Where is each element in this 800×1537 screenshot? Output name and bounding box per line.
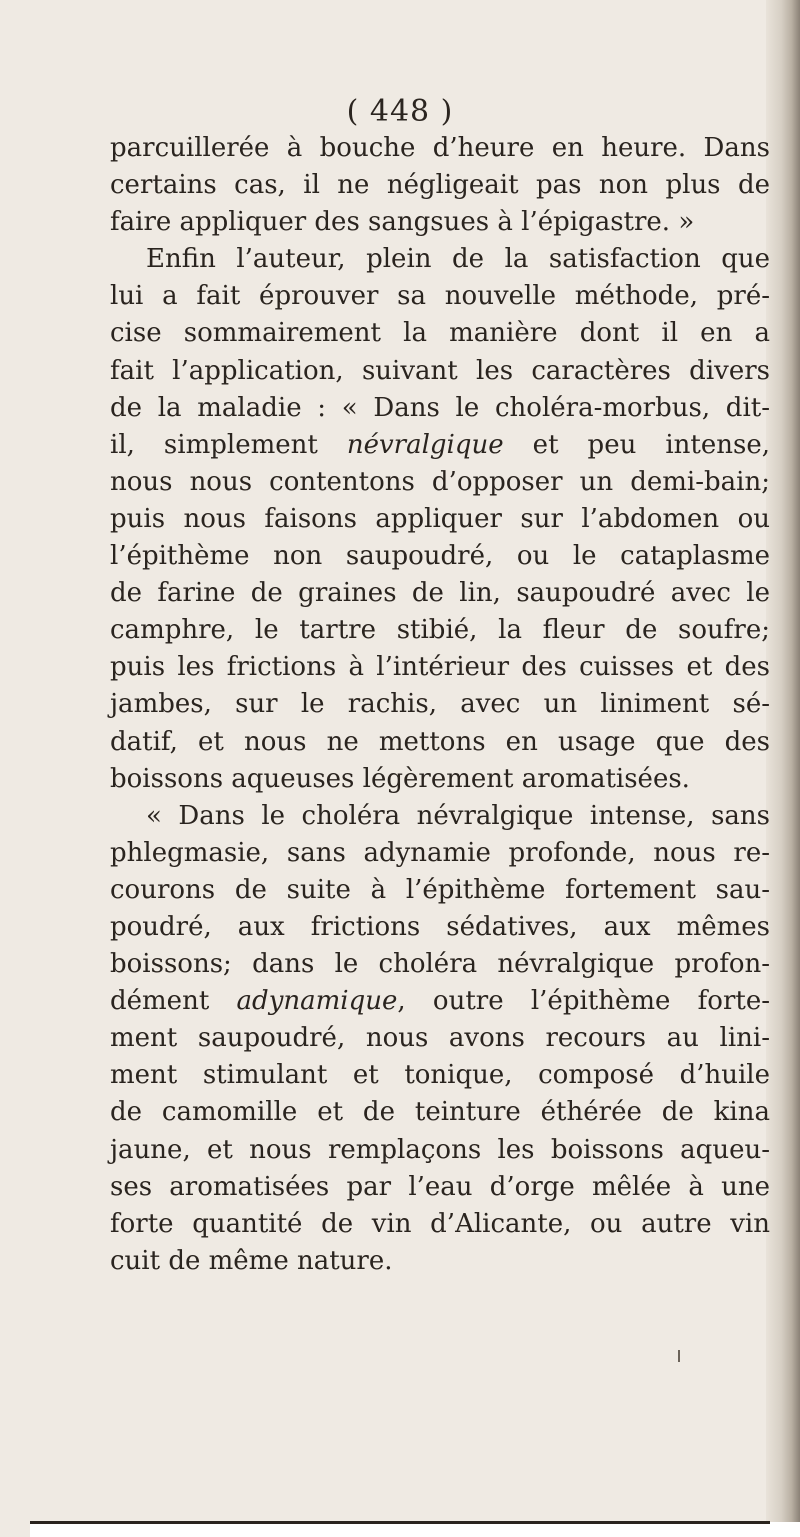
text-line: parcuillerée à bouche d’heure en heure. Dans (110, 133, 770, 163)
ink-mark (678, 1350, 680, 1362)
text-line: certains cas, il ne négligeait pas non plus de (110, 170, 770, 201)
text-line: puis les frictions à l’intérieur des cuisses et des (110, 652, 770, 683)
text-line: cuit de même nature. (110, 1245, 393, 1276)
text-segment: , outre l’épithème forte- (397, 986, 771, 1017)
text-line: jambes, sur le rachis, avec un liniment sé- (110, 689, 770, 720)
page-number: ( 448 ) (346, 94, 454, 129)
text-line (110, 983, 770, 1020)
text-line: boissons; dans le choléra névralgique profon- (110, 949, 770, 980)
italic-word: névralgique (346, 429, 504, 460)
text-line (110, 427, 770, 464)
text-line: jaune, et nous remplaçons les boissons aqueu- (110, 1134, 770, 1165)
italic-word: adynamique (236, 986, 398, 1017)
text-line: cise sommairement la manière dont il en a (110, 318, 770, 349)
page-bottom-margin (30, 1522, 800, 1537)
text-line: de la maladie : « Dans le choléra-morbus, dit- (110, 392, 770, 423)
text-line: camphre, le tartre stibié, la fleur de soufre; (110, 615, 770, 646)
text-line: lui a fait éprouver sa nouvelle méthode, pré- (110, 281, 770, 312)
text-line: datif, et nous ne mettons en usage que des (110, 726, 770, 757)
page-bottom-edge (30, 1521, 770, 1524)
body-text (110, 130, 770, 1280)
text-line: puis nous faisons appliquer sur l’abdomen ou (110, 503, 770, 534)
text-line: l’épithème non saupoudré, ou le cataplasme (110, 541, 770, 572)
text-line: ses aromatisées par l’eau d’orge mêlée à une (110, 1171, 770, 1202)
text-line: ment saupoudré, nous avons recours au lini- (110, 1023, 770, 1054)
text-line: de farine de graines de lin, saupoudré avec le (110, 578, 770, 609)
text-line: fait l’application, suivant les caractères divers (110, 355, 770, 386)
text-line: phlegmasie, sans adynamie profonde, nous re- (110, 837, 770, 868)
text-line: ment stimulant et tonique, composé d’huile (110, 1060, 770, 1091)
text-segment: et peu intense, (503, 429, 770, 460)
text-segment: il, simplement (110, 429, 347, 460)
text-segment: dément (110, 986, 237, 1017)
text-line: faire appliquer des sangsues à l’épigastre. » (110, 207, 695, 238)
text-line: poudré, aux frictions sédatives, aux mêmes (110, 911, 770, 942)
text-line: courons de suite à l’épithème fortement sau- (110, 874, 770, 905)
page-edge-shadow (766, 0, 800, 1537)
text-line: « Dans le choléra névralgique intense, sans (146, 800, 770, 831)
text-line: forte quantité de vin d’Alicante, ou autre vin (110, 1208, 770, 1239)
text-line: boissons aqueuses légèrement aromatisées. (110, 763, 690, 794)
text-line: Enfin l’auteur, plein de la satisfaction que (146, 244, 770, 275)
text-line: nous nous contentons d’opposer un demi-bain; (110, 466, 770, 497)
text-line: de camomille et de teinture éthérée de kina (110, 1097, 770, 1128)
